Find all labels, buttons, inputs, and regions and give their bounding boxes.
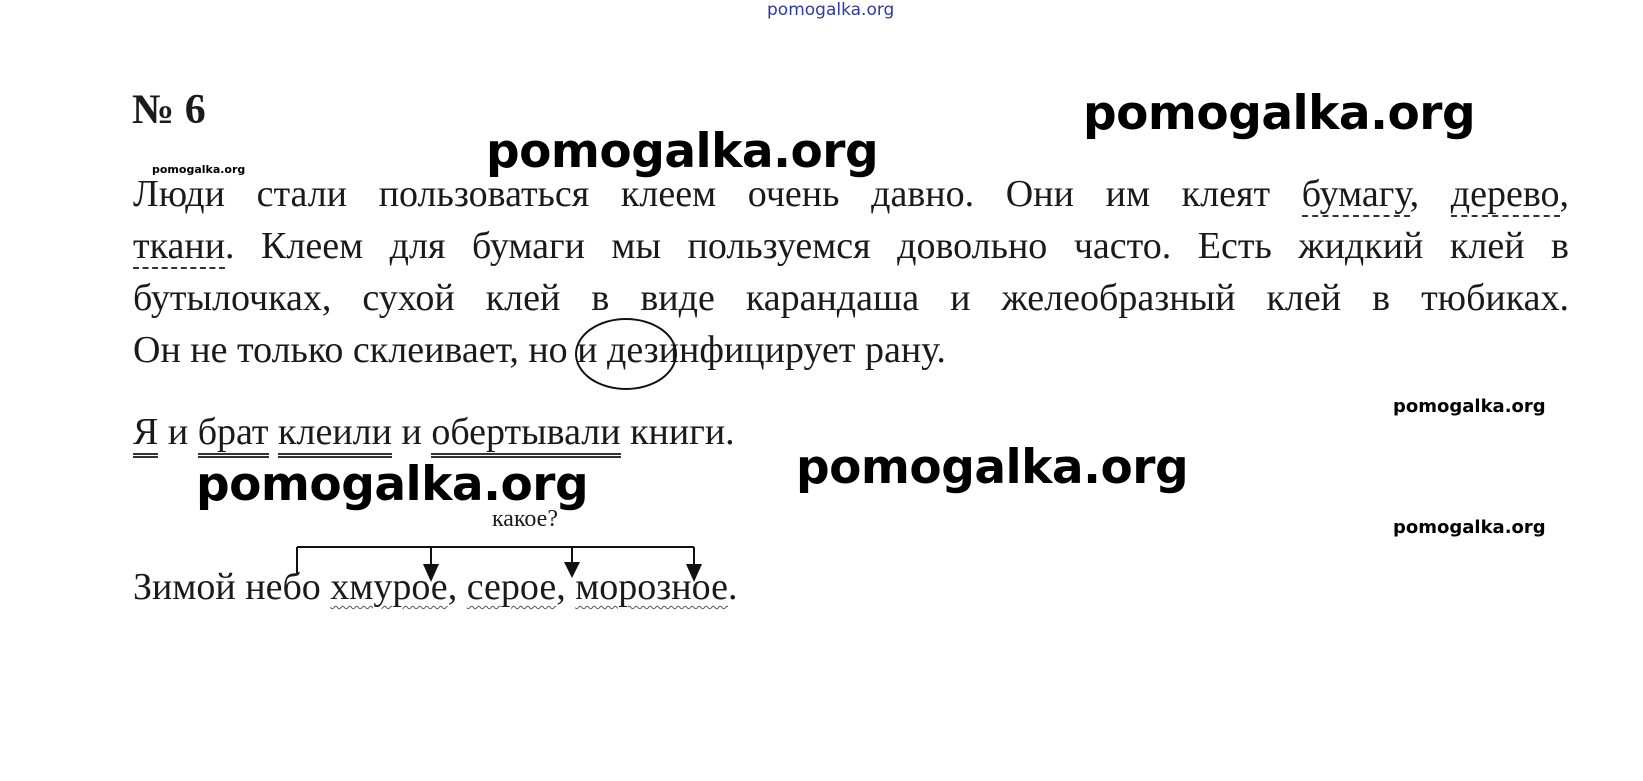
text-fragment: Зимой небо [133,566,321,608]
conjunction: и [167,411,189,453]
circled-conjunction: но и [528,329,598,371]
conjunction: и [401,411,422,453]
text-fragment: дезинфицирует рану. [607,329,946,371]
question-label: какое? [492,506,558,532]
watermark-tiny: pomogalka.org [152,163,246,176]
sentence-two [133,410,735,454]
watermark-big: pomogalka.org [486,124,879,179]
paragraph-line: бутылочках, сухой клей в виде карандаша и желеобразный клей в тюбиках. [133,277,1569,319]
underlined-word: бумагу [1301,173,1410,215]
conjunction-circle [575,318,677,390]
watermark-small: pomogalka.org [1393,517,1546,538]
punctuation: . [727,566,738,608]
punctuation: , [1559,173,1570,215]
paragraph-line [133,324,1569,376]
underlined-word: дерево [1450,173,1560,215]
watermark-big: pomogalka.org [196,457,589,512]
wavy-underlined-word: морозное [575,566,728,608]
predicate-word: клеили [278,411,392,458]
exercise-number: № 6 [132,87,206,133]
subject-word: брат [198,411,269,458]
text-fragment: . Клеем для бумаги мы пользуемся довольно часто. Есть жидкий клей в [225,225,1569,267]
text-fragment: книги. [630,411,735,453]
subject-word: Я [133,411,158,458]
punctuation: , [1409,173,1420,215]
punctuation: , [447,566,458,608]
underlined-word: ткани [133,225,226,267]
text-fragment: Люди стали пользоваться клеем очень давно. Они им клеят [133,173,1271,215]
paragraph-line [133,168,1569,220]
watermark-small: pomogalka.org [1393,396,1546,417]
wavy-underlined-word: серое [466,566,557,608]
wavy-underlined-word: хмурое [330,566,448,608]
predicate-word: обертывали [431,411,620,458]
main-paragraph [133,168,1569,376]
paragraph-line [133,220,1569,272]
top-watermark: pomogalka.org [767,0,895,20]
watermark-big: pomogalka.org [796,440,1189,495]
sentence-three [133,565,737,609]
text-fragment: Он не только склеивает, [133,329,519,371]
punctuation: , [556,566,566,608]
watermark-big: pomogalka.org [1083,86,1476,141]
